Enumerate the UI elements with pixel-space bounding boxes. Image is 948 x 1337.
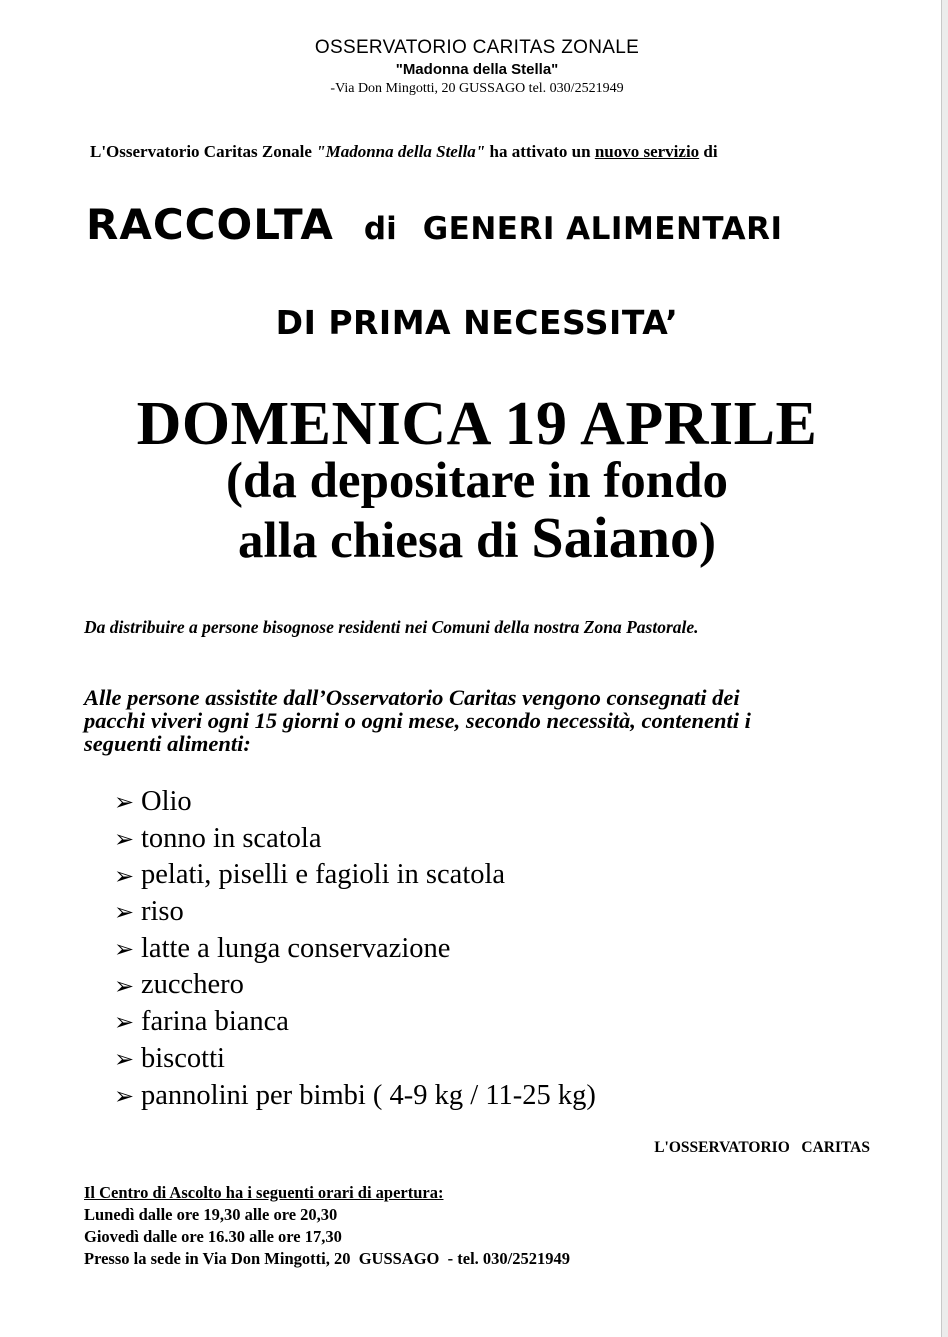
opening-hours	[84, 1182, 570, 1270]
list-item	[114, 894, 596, 931]
signature: L'OSSERVATORIO CARITAS	[654, 1139, 870, 1156]
event-date: DOMENICA 19 APRILE	[136, 390, 818, 458]
arrow-bullet-icon: ➢	[114, 935, 135, 964]
intro-italic-name: "Madonna della Stella"	[316, 142, 486, 161]
list-item	[114, 1078, 596, 1115]
food-items-list	[114, 784, 596, 1114]
list-item-label: tonno in scatola	[141, 822, 322, 854]
list-item-label: zucchero	[141, 969, 244, 1001]
list-item	[114, 821, 596, 858]
list-item-label: riso	[141, 896, 184, 928]
intro-part3: di	[699, 142, 718, 161]
arrow-bullet-icon: ➢	[114, 1081, 135, 1110]
list-item	[114, 784, 596, 821]
list-item	[114, 857, 596, 894]
description-line: seguenti alimenti:	[84, 731, 251, 756]
description-paragraph	[84, 686, 874, 755]
list-item	[114, 1041, 596, 1078]
opening-hours-thursday: Giovedì dalle ore 16.30 alle ore 17,30	[84, 1227, 342, 1246]
arrow-bullet-icon: ➢	[114, 898, 135, 927]
list-item	[114, 967, 596, 1004]
list-item	[114, 1004, 596, 1041]
intro-part2: ha attivato un	[485, 142, 595, 161]
headline-prima-necessita: DI PRIMA NECESSITA’	[275, 303, 679, 342]
list-item-label: pelati, piselli e fagioli in scatola	[141, 859, 506, 891]
list-item-label: pannolini per bimbi ( 4-9 kg / 11-25 kg)	[141, 1079, 596, 1111]
event-note-line1: (da depositare in fondo	[225, 453, 729, 509]
event-note-line2-start: alla chiesa di	[238, 513, 532, 569]
event-note-line2-end: )	[698, 513, 716, 569]
description-line: Alle persone assistite dall’Osservatorio Caritas vengono consegnati dei	[84, 685, 740, 710]
headline-raccolta	[86, 200, 876, 249]
headline-generi: GENERI ALIMENTARI	[422, 211, 783, 247]
list-item-label: latte a lunga conservazione	[141, 932, 451, 964]
page-edge	[941, 0, 948, 1337]
headline-word-raccolta: RACCOLTA	[86, 200, 334, 249]
arrow-bullet-icon: ➢	[114, 971, 135, 1000]
intro-line	[90, 142, 718, 162]
arrow-bullet-icon: ➢	[114, 1045, 135, 1074]
distribution-note: Da distribuire a persone bisognose residenti nei Comuni della nostra Zona Pastorale.	[84, 617, 699, 637]
list-item-label: farina bianca	[141, 1006, 289, 1038]
opening-hours-location: Presso la sede in Via Don Mingotti, 20 GUSSAGO - tel. 030/2521949	[84, 1249, 570, 1268]
intro-underlined: nuovo servizio	[594, 142, 700, 161]
arrow-bullet-icon: ➢	[114, 825, 135, 854]
arrow-bullet-icon: ➢	[114, 788, 135, 817]
list-item-label: Olio	[141, 786, 192, 817]
org-title: OSSERVATORIO CARITAS ZONALE	[314, 37, 640, 58]
intro-part1: L'Osservatorio Caritas Zonale	[90, 142, 317, 161]
list-item	[114, 931, 596, 968]
description-line: pacchi viveri ogni 15 giorni o ogni mese, secondo necessità, contenenti i	[84, 708, 751, 733]
headline-word-di: di	[363, 211, 397, 247]
event-location: Saiano	[531, 505, 699, 570]
org-name: "Madonna della Stella"	[395, 61, 559, 78]
opening-hours-monday: Lunedì dalle ore 19,30 alle ore 20,30	[84, 1205, 338, 1224]
event-note-line2	[0, 504, 940, 571]
list-item-label: biscotti	[141, 1042, 225, 1074]
opening-hours-title: Il Centro di Ascolto ha i seguenti orari di apertura:	[84, 1183, 444, 1202]
org-address: -Via Don Mingotti, 20 GUSSAGO tel. 030/2521949	[330, 81, 624, 96]
arrow-bullet-icon: ➢	[114, 1008, 135, 1037]
arrow-bullet-icon: ➢	[114, 861, 135, 890]
